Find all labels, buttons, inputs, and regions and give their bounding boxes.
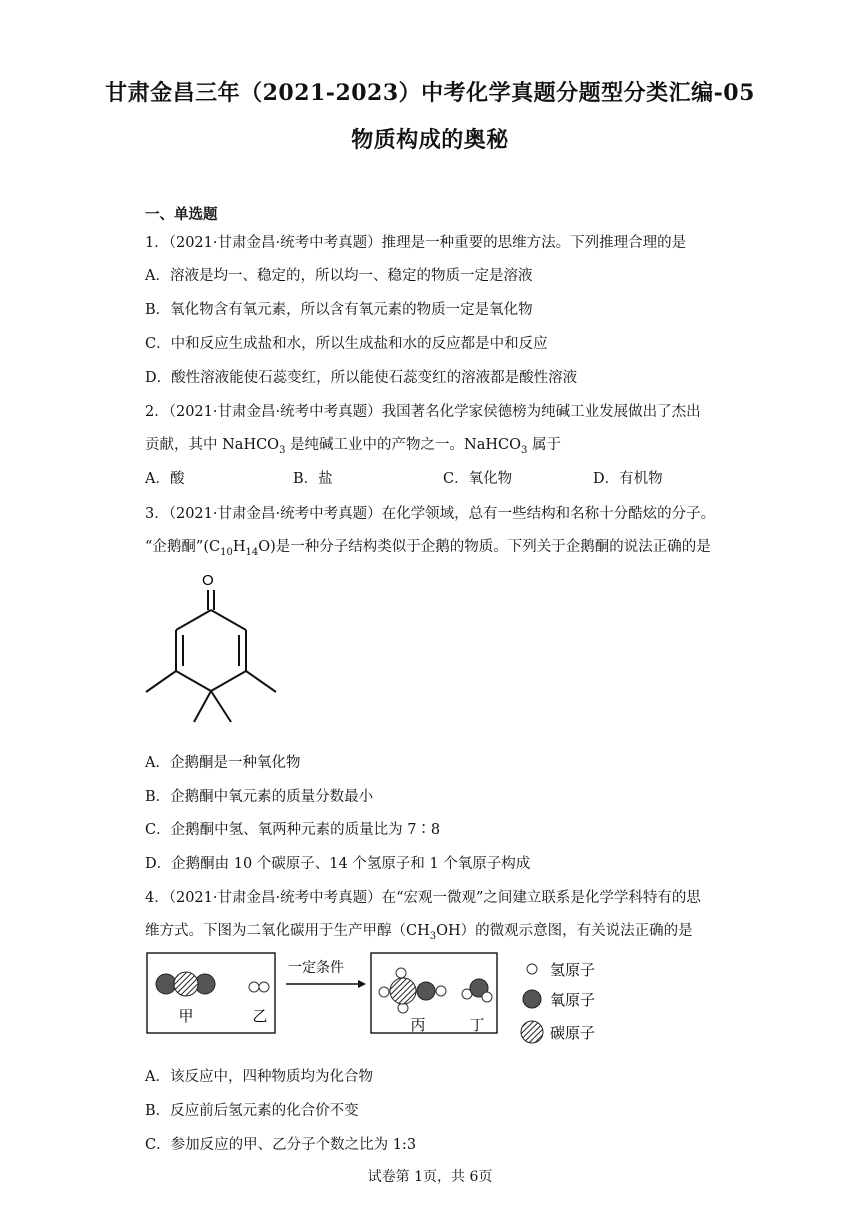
label-jia: 甲 [178,1007,194,1025]
label-bing: 丙 [410,1016,426,1034]
q1-option-b: B．氧化物含有氧元素，所以含有氧元素的物质一定是氧化物 [145,302,533,318]
q3-option-a: A．企鹅酮是一种氧化物 [145,755,301,771]
oxygen-atom-label: O [202,572,214,589]
legend-hydrogen-label: 氢原子 [550,962,596,979]
legend-oxygen-icon [523,990,541,1008]
page-title-line2: 物质构成的奥秘 [351,127,509,153]
q1-stem: 1．（2021·甘肃金昌·统考中考真题）推理是一种重要的思维方法。下列推理合理的是 [145,235,687,251]
co2-molecule [156,972,215,996]
q4-stem-2: 维方式。下图为二氧化碳用于生产甲醇$(CH_3OH)$的微观示意图，有关说法正确的是 [145,923,693,942]
q3-stem-2: “企鹅酮$”(C_{10}H_{14}O)$是一种分子结构类似于企鹅的物质。下列关于企鹅酮的说法正确的是 [145,539,711,558]
page-title-line1: 甘肃金昌三年（2021-2023）中考化学真题分题型分类汇编-05 [105,80,755,106]
q1-option-a: A．溶液是均一、稳定的，所以均一、稳定的物质一定是溶液 [145,268,533,284]
q2-stem-1: 2．（2021·甘肃金昌·统考中考真题）我国著名化学家侯德榜为纯碱工业发展做出了杰出 [145,404,701,420]
q2-option-c: C．氧化物 [443,471,513,487]
water-molecule [462,979,492,1002]
q2-stem-2: 贡献，其中 NaHCO$_3$ 是纯碱工业中的产物之一。NaHCO$_3$ 属于 [145,437,562,456]
legend [521,962,595,1043]
label-yi: 乙 [252,1007,268,1025]
reaction-diagram-figure [146,950,616,1050]
legend-oxygen-label: 氧原子 [550,992,596,1009]
q4-option-b: B．反应前后氢元素的化合价不变 [145,1103,359,1119]
q2-option-d: D．有机物 [593,471,663,487]
legend-carbon-label: 碳原子 [550,1025,596,1042]
q4-stem-1: 4．（2021·甘肃金昌·统考中考真题）在“宏观一微观”之间建立联系是化学学科特有的思 [145,890,701,906]
label-ding: 丁 [469,1016,485,1034]
section-heading: 一、单选题 [145,206,218,223]
q4-option-a: A．该反应中，四种物质均为化合物 [145,1069,373,1085]
q3-option-d: D．企鹅酮由 10 个碳原子、14 个氢原子和 1 个氧原子构成 [145,856,531,872]
q3-option-b: B．企鹅酮中氧元素的质量分数最小 [145,789,374,805]
methanol-molecule [379,968,446,1013]
q3-option-c: C．企鹅酮中氢、氧两种元素的质量比为 7∶8 [145,822,441,838]
arrow-condition-label: 一定条件 [288,959,344,975]
q1-option-c: C．中和反应生成盐和水，所以生成盐和水的反应都是中和反应 [145,336,548,352]
q1-option-d: D．酸性溶液能使石蕊变红，所以能使石蕊变红的溶液都是酸性溶液 [145,370,578,386]
q2-option-a: A．酸 [145,471,185,487]
q4-option-c: C．参加反应的甲、乙分子个数之比为 1:3 [145,1137,417,1153]
legend-carbon-icon [521,1021,543,1043]
reaction-arrow [358,980,366,988]
page-footer: 试卷第 1页，共 6页 [367,1169,493,1185]
h2-molecule [249,982,269,992]
q2-option-b: B．盐 [293,471,333,487]
q3-stem-1: 3．（2021·甘肃金昌·统考中考真题）在化学领域，总有一些结构和名称十分酷炫的分子。 [145,506,716,522]
penguinone-structure-figure [142,568,282,733]
legend-hydrogen-icon [527,964,537,974]
